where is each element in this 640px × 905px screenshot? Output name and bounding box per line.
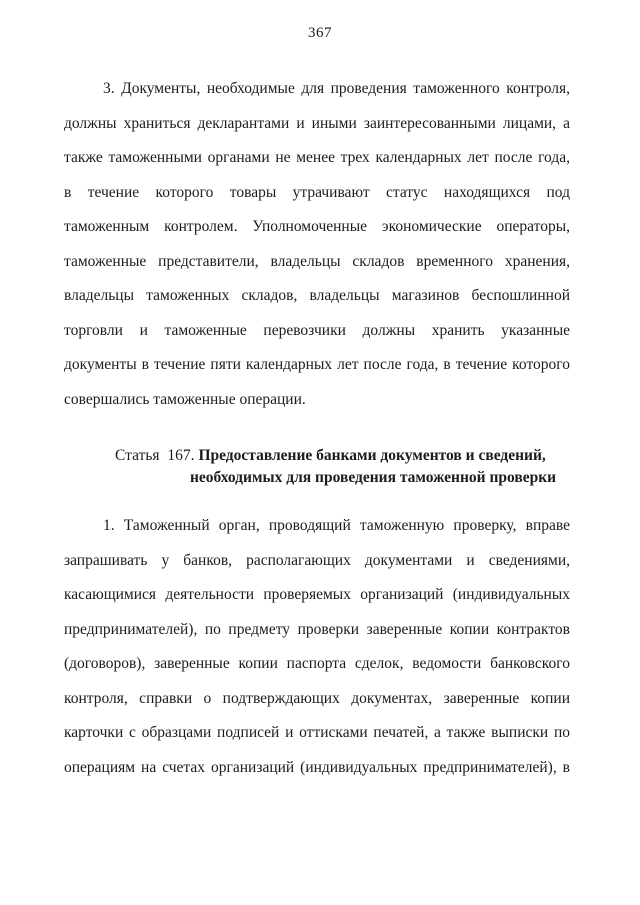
page-content — [64, 72, 570, 785]
article-title-part-1: Предоставление банками документов и сведений, — [198, 447, 546, 464]
article-number-label: Статья 167. — [115, 447, 195, 464]
paragraph-1 — [64, 509, 570, 785]
text-line: 3. Документы, необходимые для проведения таможенного контроля, — [103, 80, 570, 97]
text-line: (договоров), заверенные копии паспорта сделок, ведомости банковского — [64, 655, 570, 672]
text-line: запрашивать у банков, располагающих документами и сведениями, — [64, 551, 570, 569]
text-line: карточки с образцами подписей и оттисками печатей, а также выписки по — [64, 724, 570, 741]
text-line: контроля, справки о подтверждающих документах, заверенные копии — [64, 689, 570, 707]
text-line: в течение которого товары утрачивают статус находящихся под — [64, 183, 570, 201]
text-line: таможенным контролем. Уполномоченные экономические операторы, — [64, 218, 570, 235]
article-heading-line-2 — [190, 467, 570, 489]
article-167-heading — [115, 445, 570, 489]
page-number: 367 — [308, 25, 332, 41]
article-heading-line-1 — [115, 445, 570, 467]
text-line: касающимися деятельности проверяемых организаций (индивидуальных — [64, 586, 570, 603]
text-line: торговли и таможенные перевозчики должны хранить указанные — [64, 321, 570, 339]
text-line: владельцы таможенных складов, владельцы магазинов беспошлинной — [64, 287, 570, 304]
text-line: предпринимателей), по предмету проверки заверенные копии контрактов — [64, 620, 570, 638]
article-title-part-2: необходимых для проведения таможенной проверки — [190, 469, 557, 486]
text-line: операциям на счетах организаций (индивидуальных предпринимателей), в — [64, 758, 570, 776]
paragraph-3 — [64, 72, 570, 417]
text-line: 1. Таможенный орган, проводящий таможенную проверку, вправе — [103, 517, 570, 534]
text-line: совершались таможенные операции. — [64, 390, 306, 408]
text-line: таможенные представители, владельцы складов временного хранения, — [64, 252, 570, 270]
text-line: должны храниться декларантами и иными заинтересованными лицами, а — [64, 114, 570, 132]
text-line: также таможенными органами не менее трех календарных лет после года, — [64, 149, 570, 166]
text-line: документы в течение пяти календарных лет после года, в течение которого — [64, 356, 570, 373]
